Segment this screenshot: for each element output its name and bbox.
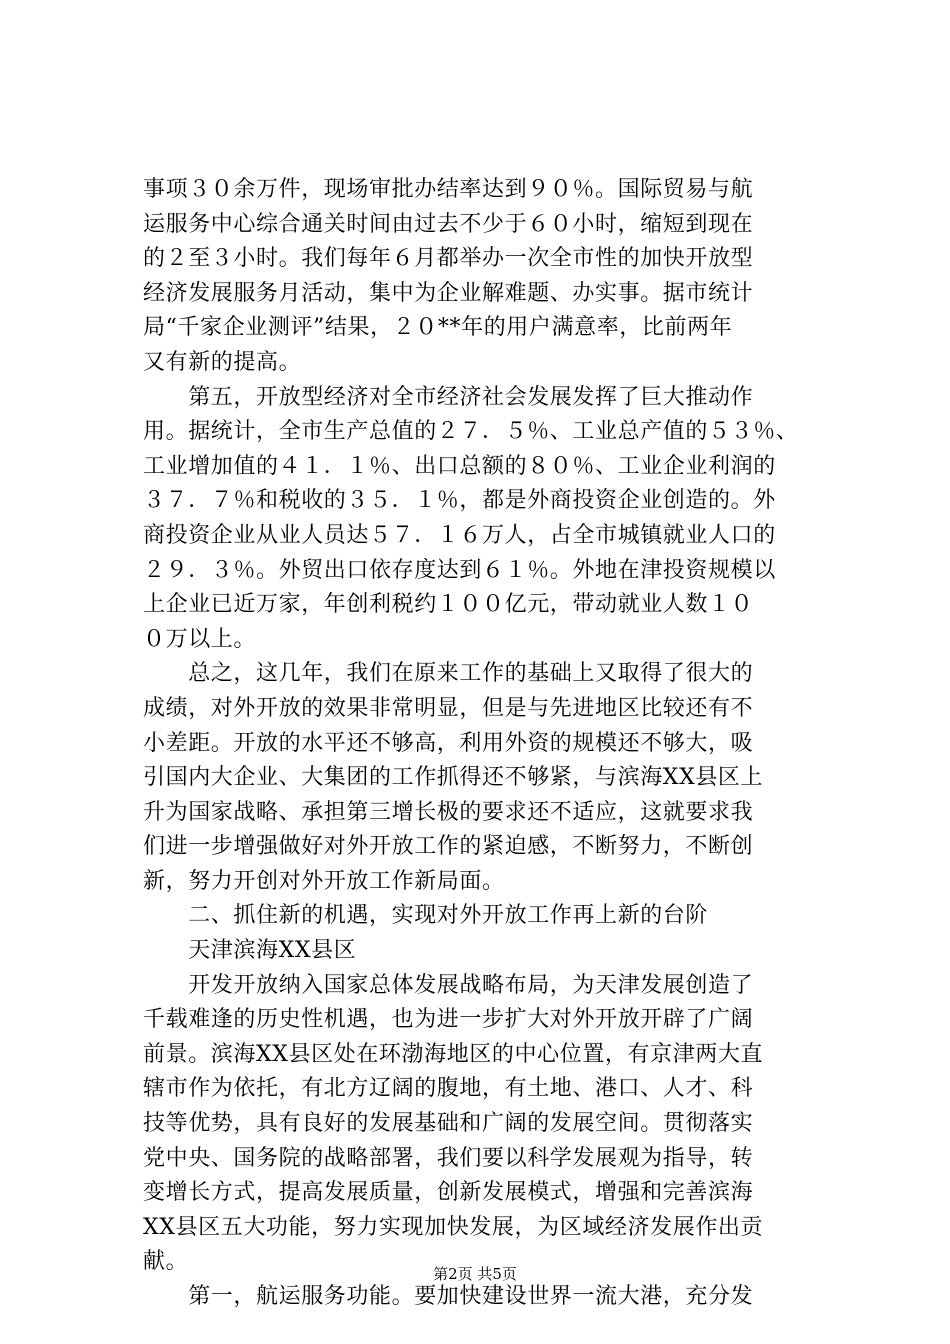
text-line: 总之，这几年，我们在原来工作的基础上又取得了很大的 — [143, 661, 754, 687]
text-line: 商投资企业从业人员达５７．１６万人，占全市城镇就业人口的 — [143, 522, 776, 548]
text-line: XX县区五大功能，努力实现加快发展，为区域经济发展作出贡 — [143, 1214, 764, 1240]
text-line: 成绩，对外开放的效果非常明显，但是与先进地区比较还有不 — [143, 695, 754, 721]
text-line: 又有新的提高。 — [143, 349, 302, 375]
text-line: 小差距。开放的水平还不够高，利用外资的规模还不够大，吸 — [143, 730, 754, 756]
text-line: 们进一步增强做好对外开放工作的紧迫感，不断努力，不断创 — [143, 834, 754, 860]
text-line: 变增长方式，提高发展质量，创新发展模式，增强和完善滨海 — [143, 1180, 754, 1206]
text-line: 二、抓住新的机遇，实现对外开放工作再上新的台阶 — [143, 903, 709, 929]
text-line: 运服务中心综合通关时间由过去不少于６０小时，缩短到现在 — [143, 211, 754, 237]
text-line: 第一，航运服务功能。要加快建设世界一流大港，充分发 — [143, 1284, 754, 1309]
text-line: 天津滨海XX县区 — [143, 938, 357, 964]
text-line: 新，努力开创对外开放工作新局面。 — [143, 868, 505, 894]
text-line: 的２至３小时。我们每年６月都举办一次全市性的加快开放型 — [143, 246, 754, 272]
text-line: 引国内大企业、大集团的工作抓得还不够紧，与滨海XX县区上 — [143, 765, 764, 791]
text-line: 用。据统计，全市生产总值的２７．５％、工业总产值的５３％、 — [143, 419, 799, 445]
text-line: 千载难逢的历史性机遇，也为进一步扩大对外开放开辟了广阔 — [143, 1007, 754, 1033]
text-line: 第五，开放型经济对全市经济社会发展发挥了巨大推动作 — [143, 384, 754, 410]
text-line: 技等优势，具有良好的发展基础和广阔的发展空间。贯彻落实 — [143, 1111, 754, 1137]
text-line: 工业增加值的４１．１％、出口总额的８０％、工业企业利润的 — [143, 453, 776, 479]
document-body — [143, 173, 833, 1315]
text-line: 局“千家企业测评”结果，２０**年的用户满意率，比前两年 — [143, 315, 733, 341]
text-line: 献。 — [143, 1249, 189, 1275]
text-line: 开发开放纳入国家总体发展战略布局，为天津发展创造了 — [143, 972, 754, 998]
text-line: 事项３０余万件，现场审批办结率达到９０％。国际贸易与航 — [143, 177, 754, 202]
text-line: 前景。滨海XX县区处在环渤海地区的中心位置，有京津两大直 — [143, 1041, 764, 1067]
text-line: 升为国家战略、承担第三增长极的要求还不适应，这就要求我 — [143, 799, 754, 825]
text-line: 辖市作为依托，有北方辽阔的腹地，有土地、港口、人才、科 — [143, 1076, 754, 1102]
text-line: 上企业已近万家，年创利税约１００亿元，带动就业人数１０ — [143, 592, 754, 618]
page-footer — [0, 1264, 950, 1284]
text-line: 经济发展服务月活动，集中为企业解难题、办实事。据市统计 — [143, 280, 754, 306]
text-line: ２９．３％。外贸出口依存度达到６１％。外地在津投资规模以 — [143, 557, 776, 583]
text-line: ３７．７％和税收的３５．１％，都是外商投资企业创造的。外 — [143, 488, 776, 514]
page-number-label: 第2页 共5页 — [433, 1265, 517, 1283]
text-line: ０万以上。 — [143, 626, 257, 652]
text-line: 党中央、国务院的战略部署，我们要以科学发展观为指导，转 — [143, 1145, 754, 1171]
